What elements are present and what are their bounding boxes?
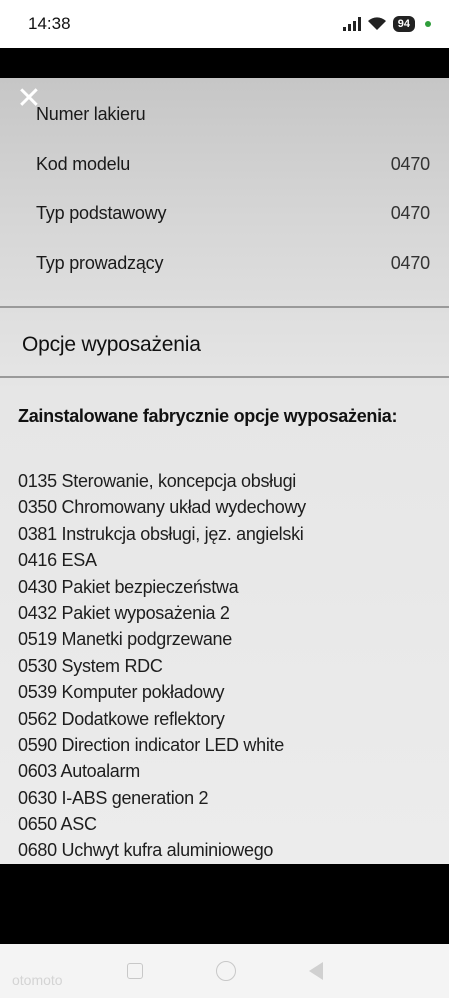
wifi-icon (367, 17, 387, 31)
navigation-bar (0, 944, 449, 998)
detail-row-base-type (36, 203, 430, 224)
detail-value: 0470 (390, 203, 430, 223)
content-area[interactable] (0, 78, 449, 864)
letterbox-bottom (0, 864, 449, 944)
watermark-logo: otomoto (12, 972, 63, 988)
list-item: 0430 Pakiet bezpieczeństwa (18, 576, 239, 597)
detail-row-lead-type (36, 253, 430, 274)
detail-label: Numer lakieru (36, 104, 146, 124)
list-item: 0381 Instrukcja obsługi, jęz. angielski (18, 523, 304, 544)
section-title: Opcje wyposażenia (22, 333, 201, 356)
equipment-subheading: Zainstalowane fabrycznie opcje wyposażenia: (18, 406, 398, 426)
detail-row-paint-number (36, 104, 430, 125)
privacy-indicator-icon (425, 21, 431, 27)
list-item: 0530 System RDC (18, 655, 163, 676)
list-item: 0416 ESA (18, 550, 97, 571)
divider (0, 306, 449, 308)
battery-badge: 94 (393, 16, 415, 32)
status-bar (0, 0, 449, 48)
detail-label: Typ podstawowy (36, 203, 167, 223)
list-item: 0650 ASC (18, 814, 97, 835)
signal-icon (343, 17, 361, 31)
list-item: 0680 Uchwyt kufra aluminiowego (18, 840, 274, 861)
detail-label: Kod modelu (36, 154, 131, 174)
close-icon[interactable]: ✕ (16, 82, 42, 115)
letterbox-top (0, 48, 449, 78)
list-item: 0519 Manetki podgrzewane (18, 629, 232, 650)
list-item: 0135 Sterowanie, koncepcja obsługi (18, 471, 296, 491)
recents-icon[interactable] (127, 963, 143, 979)
list-item: 0539 Komputer pokładowy (18, 682, 225, 703)
list-item: 0562 Dodatkowe reflektory (18, 708, 225, 729)
status-time: 14:38 (28, 14, 71, 33)
detail-value: 0470 (390, 253, 430, 273)
status-icons (343, 16, 431, 32)
list-item: 0350 Chromowany układ wydechowy (18, 497, 306, 518)
home-icon[interactable] (216, 961, 236, 981)
list-item: 0432 Pakiet wyposażenia 2 (18, 602, 230, 623)
list-item: 0590 Direction indicator LED white (18, 734, 284, 755)
detail-row-model-code (36, 154, 430, 175)
divider (0, 376, 449, 378)
list-item: 0603 Autoalarm (18, 761, 140, 782)
equipment-list (18, 468, 438, 864)
list-item: 0630 I-ABS generation 2 (18, 787, 209, 808)
back-icon[interactable] (309, 962, 323, 980)
detail-value: 0470 (390, 154, 430, 174)
detail-label: Typ prowadzący (36, 253, 164, 273)
